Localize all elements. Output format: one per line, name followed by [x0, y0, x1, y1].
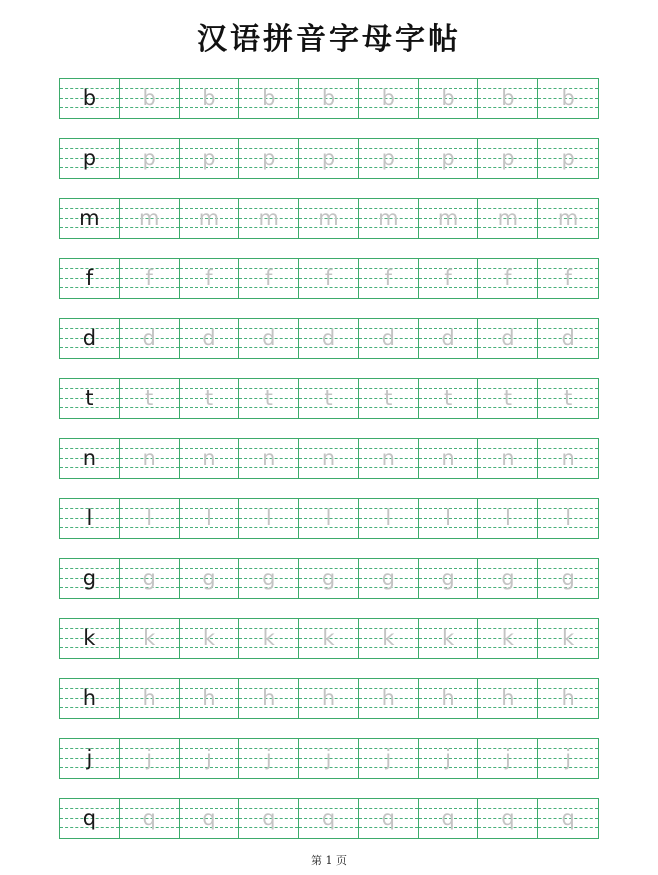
- trace-cell: [299, 319, 359, 358]
- model-cell: [60, 259, 120, 298]
- trace-letter: h: [501, 686, 515, 710]
- trace-letter: t: [264, 386, 273, 410]
- model-cell: [60, 799, 120, 838]
- trace-letter: k: [143, 626, 156, 650]
- trace-letter: h: [321, 686, 336, 710]
- trace-letter: p: [501, 146, 515, 170]
- trace-letter: t: [204, 386, 214, 410]
- trace-letter: d: [202, 326, 216, 350]
- trace-cell: [478, 499, 538, 538]
- trace-letter: l: [206, 506, 212, 530]
- trace-letter: b: [381, 86, 395, 110]
- trace-cell: [120, 439, 180, 478]
- trace-cell: [478, 319, 538, 358]
- trace-cell: [239, 319, 299, 358]
- trace-letter: k: [501, 626, 514, 650]
- trace-cell: [419, 799, 479, 838]
- practice-row-t: [59, 378, 599, 419]
- trace-cell: [478, 379, 538, 418]
- trace-letter: q: [202, 806, 216, 830]
- trace-letter: j: [565, 746, 572, 770]
- trace-letter: m: [258, 206, 279, 230]
- trace-letter: b: [142, 86, 156, 110]
- trace-cell: [299, 559, 359, 598]
- trace-cell: [359, 439, 419, 478]
- trace-cell: [419, 379, 479, 418]
- trace-cell: [180, 679, 240, 718]
- trace-letter: k: [262, 626, 275, 650]
- trace-letter: g: [321, 566, 336, 590]
- trace-letter: g: [202, 566, 216, 590]
- trace-cell: [419, 619, 479, 658]
- trace-letter: p: [262, 146, 276, 170]
- trace-cell: [299, 79, 359, 118]
- model-letter: f: [85, 266, 94, 290]
- trace-letter: n: [501, 446, 515, 470]
- trace-letter: f: [324, 266, 333, 290]
- model-letter: b: [82, 86, 97, 110]
- trace-cell: [359, 499, 419, 538]
- trace-cell: [538, 799, 598, 838]
- trace-cell: [239, 439, 299, 478]
- trace-letter: h: [262, 686, 276, 710]
- trace-cell: [180, 619, 240, 658]
- page-number: 第 1 页: [311, 854, 347, 867]
- practice-row-l: [59, 498, 599, 539]
- trace-cell: [478, 259, 538, 298]
- trace-cell: [478, 559, 538, 598]
- trace-cell: [180, 319, 240, 358]
- trace-letter: b: [441, 86, 455, 110]
- trace-letter: j: [325, 746, 332, 770]
- trace-letter: n: [262, 446, 276, 470]
- trace-cell: [180, 439, 240, 478]
- trace-letter: b: [501, 86, 515, 110]
- trace-cell: [478, 799, 538, 838]
- model-cell: [60, 499, 120, 538]
- trace-letter: n: [561, 446, 575, 470]
- trace-cell: [299, 439, 359, 478]
- trace-cell: [419, 139, 479, 178]
- trace-letter: b: [202, 86, 216, 110]
- trace-letter: l: [565, 506, 572, 530]
- trace-cell: [180, 559, 240, 598]
- trace-cell: [419, 199, 479, 238]
- trace-cell: [180, 799, 240, 838]
- trace-cell: [538, 379, 598, 418]
- trace-letter: t: [503, 386, 512, 410]
- model-letter: h: [82, 686, 97, 710]
- trace-letter: m: [138, 206, 160, 230]
- trace-cell: [239, 379, 299, 418]
- trace-cell: [478, 439, 538, 478]
- trace-cell: [239, 739, 299, 778]
- trace-letter: q: [441, 806, 455, 830]
- trace-cell: [299, 619, 359, 658]
- trace-cell: [359, 559, 419, 598]
- trace-letter: h: [381, 686, 395, 710]
- trace-letter: f: [564, 266, 572, 290]
- trace-cell: [538, 439, 598, 478]
- trace-cell: [538, 739, 598, 778]
- model-cell: [60, 139, 120, 178]
- practice-row-k: [59, 618, 599, 659]
- trace-cell: [478, 79, 538, 118]
- model-cell: [60, 379, 120, 418]
- trace-letter: q: [381, 806, 395, 830]
- model-letter: m: [79, 206, 100, 230]
- trace-cell: [478, 679, 538, 718]
- trace-letter: d: [321, 326, 336, 350]
- trace-cell: [538, 139, 598, 178]
- model-cell: [60, 319, 120, 358]
- trace-cell: [239, 559, 299, 598]
- trace-letter: p: [441, 146, 455, 170]
- practice-row-q: [59, 798, 599, 839]
- model-cell: [60, 679, 120, 718]
- trace-letter: t: [145, 386, 154, 410]
- trace-letter: p: [561, 146, 575, 170]
- trace-cell: [299, 679, 359, 718]
- trace-cell: [239, 139, 299, 178]
- trace-letter: l: [385, 506, 392, 530]
- model-cell: [60, 199, 120, 238]
- trace-cell: [359, 319, 419, 358]
- trace-letter: j: [385, 746, 392, 770]
- trace-cell: [538, 559, 598, 598]
- trace-letter: j: [206, 746, 212, 770]
- trace-cell: [120, 799, 180, 838]
- trace-letter: g: [501, 566, 515, 590]
- trace-cell: [299, 259, 359, 298]
- model-letter: j: [86, 746, 93, 770]
- model-letter: g: [82, 566, 97, 590]
- trace-cell: [239, 259, 299, 298]
- trace-cell: [239, 79, 299, 118]
- trace-cell: [359, 199, 419, 238]
- trace-cell: [120, 199, 180, 238]
- trace-letter: j: [146, 746, 153, 770]
- model-letter: t: [85, 386, 94, 410]
- trace-cell: [359, 379, 419, 418]
- trace-letter: l: [325, 506, 332, 530]
- trace-cell: [538, 619, 598, 658]
- trace-letter: d: [142, 326, 156, 350]
- trace-letter: m: [378, 206, 399, 230]
- practice-row-d: [59, 318, 599, 359]
- trace-letter: q: [262, 806, 276, 830]
- trace-letter: k: [322, 626, 335, 650]
- trace-cell: [359, 619, 419, 658]
- trace-letter: l: [445, 506, 451, 530]
- trace-letter: k: [441, 626, 455, 650]
- trace-letter: m: [497, 206, 519, 230]
- trace-letter: f: [504, 266, 512, 290]
- model-letter: d: [82, 326, 97, 350]
- trace-cell: [419, 679, 479, 718]
- trace-cell: [120, 619, 180, 658]
- trace-letter: g: [441, 566, 455, 590]
- trace-cell: [299, 139, 359, 178]
- trace-cell: [419, 739, 479, 778]
- model-cell: [60, 79, 120, 118]
- model-letter: q: [82, 806, 97, 830]
- trace-cell: [120, 379, 180, 418]
- model-cell: [60, 619, 120, 658]
- trace-cell: [239, 199, 299, 238]
- practice-row-h: [59, 678, 599, 719]
- trace-letter: q: [561, 806, 575, 830]
- trace-letter: k: [382, 626, 395, 650]
- trace-cell: [180, 259, 240, 298]
- trace-letter: j: [504, 746, 511, 770]
- trace-letter: d: [501, 326, 515, 350]
- trace-letter: d: [262, 326, 276, 350]
- trace-letter: t: [324, 386, 333, 410]
- trace-letter: k: [562, 626, 575, 650]
- trace-letter: b: [262, 86, 276, 110]
- trace-cell: [120, 259, 180, 298]
- practice-row-f: [59, 258, 599, 299]
- trace-cell: [359, 739, 419, 778]
- trace-cell: [538, 679, 598, 718]
- trace-cell: [419, 499, 479, 538]
- trace-letter: f: [384, 266, 392, 290]
- trace-letter: p: [321, 146, 336, 170]
- model-letter: p: [82, 146, 97, 170]
- trace-letter: f: [205, 266, 213, 290]
- trace-letter: f: [145, 266, 153, 290]
- trace-letter: n: [321, 446, 336, 470]
- trace-cell: [239, 799, 299, 838]
- trace-cell: [419, 259, 479, 298]
- trace-cell: [239, 499, 299, 538]
- model-letter: l: [86, 506, 93, 530]
- trace-letter: n: [381, 446, 395, 470]
- practice-row-b: [59, 78, 599, 119]
- trace-letter: h: [561, 686, 575, 710]
- trace-cell: [538, 79, 598, 118]
- model-cell: [60, 439, 120, 478]
- trace-letter: l: [504, 506, 511, 530]
- practice-row-p: [59, 138, 599, 179]
- trace-letter: f: [265, 266, 273, 290]
- trace-cell: [180, 79, 240, 118]
- trace-cell: [359, 679, 419, 718]
- trace-cell: [478, 619, 538, 658]
- trace-cell: [180, 199, 240, 238]
- trace-letter: f: [444, 266, 452, 290]
- trace-letter: l: [265, 506, 272, 530]
- trace-cell: [180, 739, 240, 778]
- practice-row-g: [59, 558, 599, 599]
- trace-cell: [299, 499, 359, 538]
- trace-letter: n: [441, 446, 455, 470]
- trace-cell: [419, 79, 479, 118]
- trace-letter: n: [202, 446, 216, 470]
- trace-letter: n: [142, 446, 156, 470]
- trace-letter: g: [262, 566, 276, 590]
- trace-letter: b: [561, 86, 575, 110]
- trace-cell: [180, 499, 240, 538]
- trace-cell: [359, 79, 419, 118]
- model-cell: [60, 739, 120, 778]
- trace-letter: q: [501, 806, 515, 830]
- trace-cell: [538, 499, 598, 538]
- trace-letter: b: [321, 86, 336, 110]
- trace-letter: h: [202, 686, 216, 710]
- trace-cell: [478, 139, 538, 178]
- trace-letter: d: [441, 326, 455, 350]
- trace-cell: [419, 439, 479, 478]
- trace-cell: [180, 139, 240, 178]
- trace-cell: [180, 379, 240, 418]
- trace-cell: [359, 259, 419, 298]
- trace-letter: k: [202, 626, 216, 650]
- trace-letter: t: [564, 386, 573, 410]
- practice-row-j: [59, 738, 599, 779]
- model-letter: k: [83, 626, 96, 650]
- trace-letter: l: [146, 506, 153, 530]
- trace-letter: g: [381, 566, 395, 590]
- practice-row-n: [59, 438, 599, 479]
- trace-letter: p: [202, 146, 216, 170]
- trace-cell: [120, 319, 180, 358]
- trace-cell: [359, 799, 419, 838]
- trace-letter: q: [321, 806, 336, 830]
- trace-letter: m: [198, 206, 220, 230]
- trace-letter: d: [561, 326, 575, 350]
- trace-cell: [299, 739, 359, 778]
- trace-cell: [299, 379, 359, 418]
- trace-letter: h: [441, 686, 455, 710]
- trace-cell: [538, 259, 598, 298]
- trace-cell: [120, 559, 180, 598]
- practice-row-m: [59, 198, 599, 239]
- trace-cell: [419, 319, 479, 358]
- trace-letter: h: [142, 686, 156, 710]
- trace-cell: [299, 199, 359, 238]
- trace-letter: q: [142, 806, 156, 830]
- trace-letter: m: [557, 206, 579, 230]
- trace-letter: t: [443, 386, 453, 410]
- trace-cell: [359, 139, 419, 178]
- trace-letter: j: [445, 746, 451, 770]
- model-cell: [60, 559, 120, 598]
- trace-letter: p: [142, 146, 156, 170]
- trace-letter: j: [265, 746, 272, 770]
- trace-cell: [538, 319, 598, 358]
- trace-cell: [538, 199, 598, 238]
- trace-letter: g: [561, 566, 575, 590]
- trace-letter: g: [142, 566, 156, 590]
- trace-cell: [120, 79, 180, 118]
- trace-letter: m: [318, 206, 339, 230]
- trace-cell: [478, 739, 538, 778]
- trace-letter: p: [381, 146, 395, 170]
- trace-cell: [239, 619, 299, 658]
- trace-cell: [419, 559, 479, 598]
- trace-cell: [478, 199, 538, 238]
- trace-cell: [120, 679, 180, 718]
- trace-cell: [120, 139, 180, 178]
- trace-letter: m: [437, 206, 459, 230]
- trace-cell: [120, 499, 180, 538]
- trace-cell: [120, 739, 180, 778]
- trace-cell: [299, 799, 359, 838]
- model-letter: n: [82, 446, 97, 470]
- page-title: 汉语拼音字母字帖: [197, 22, 461, 57]
- trace-letter: t: [384, 386, 393, 410]
- trace-cell: [239, 679, 299, 718]
- trace-letter: d: [381, 326, 395, 350]
